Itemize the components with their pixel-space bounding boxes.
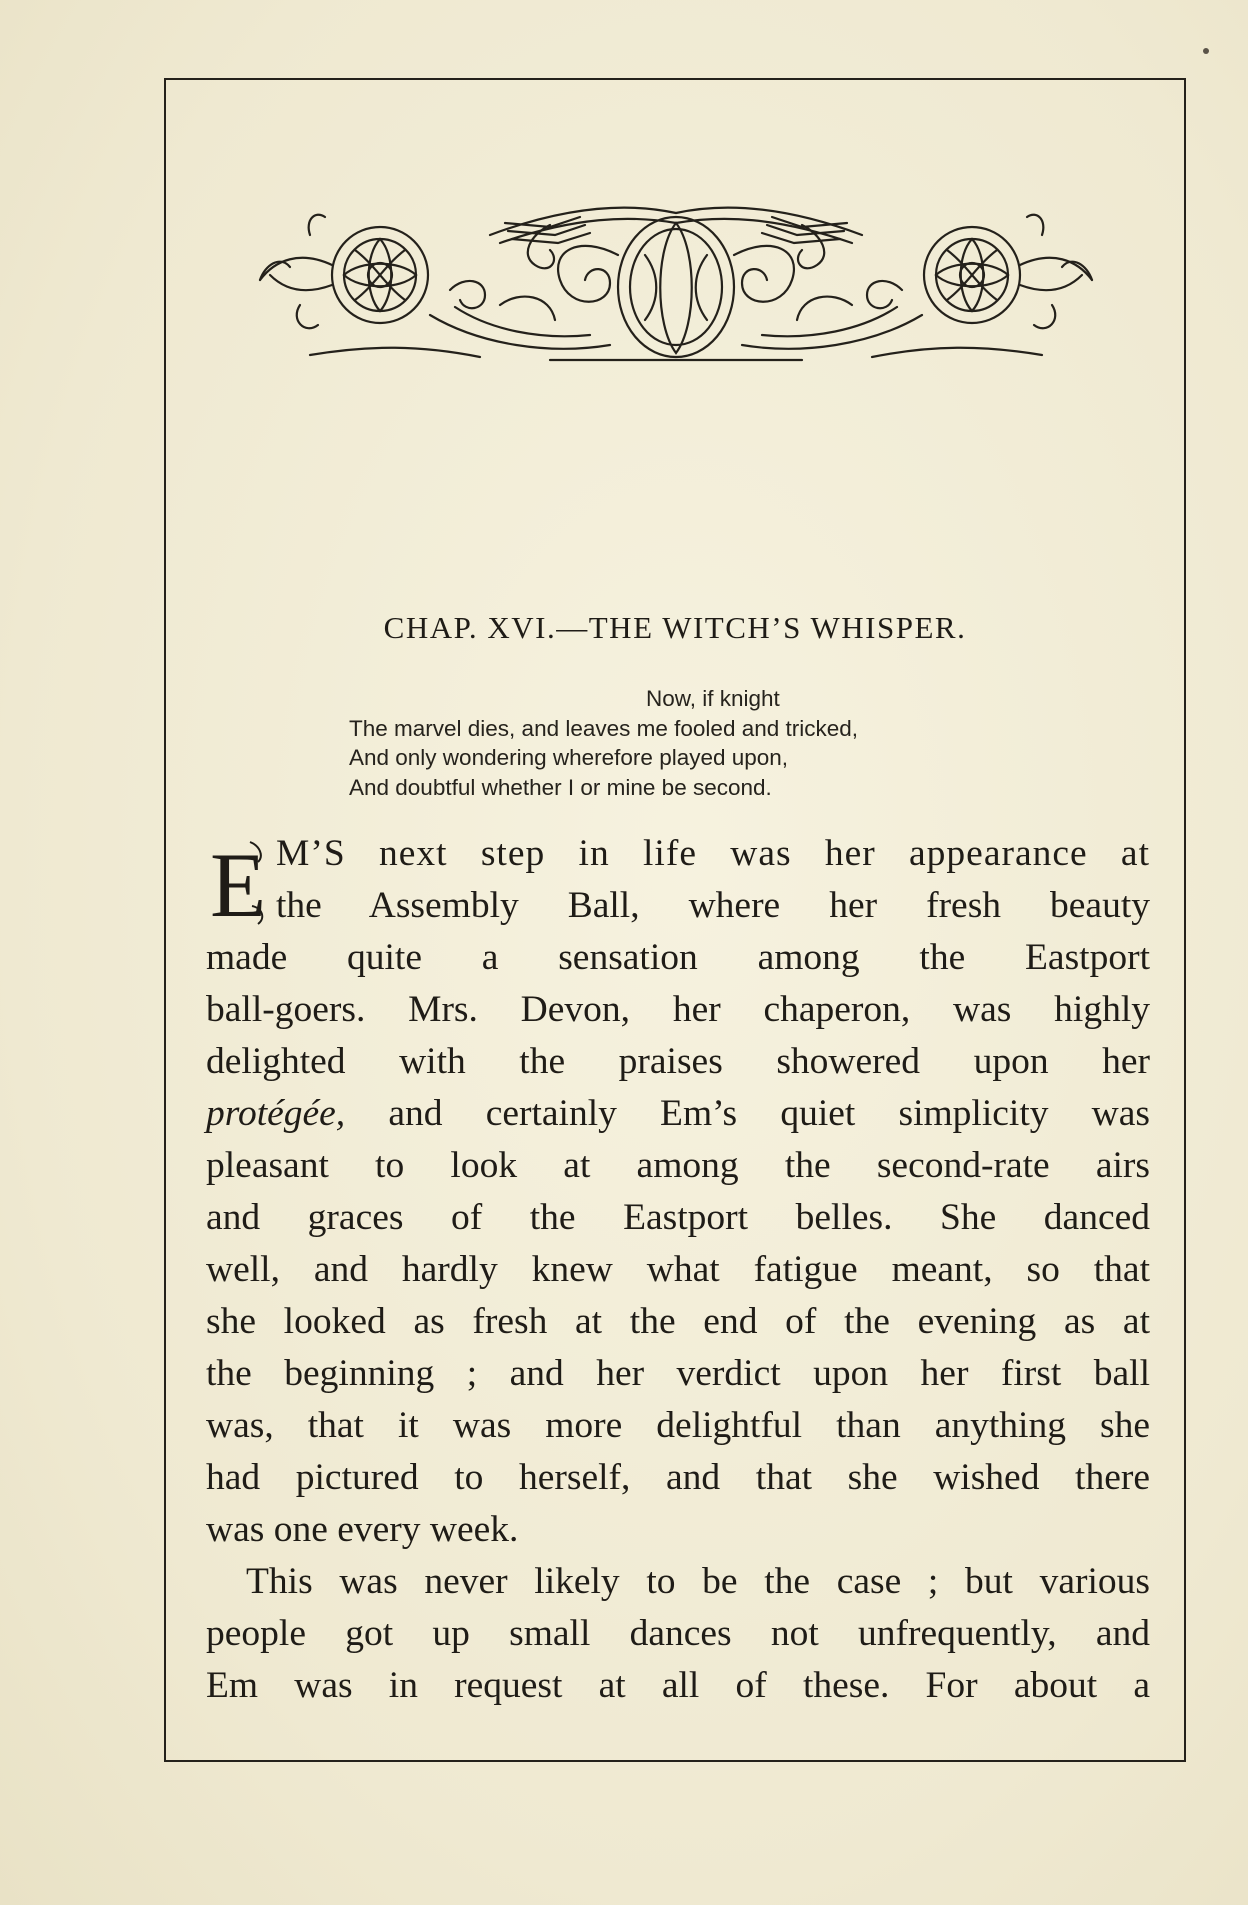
- paragraph-1: [206, 828, 1150, 1556]
- text-line: made quite a sensation among the Eastport: [206, 937, 1150, 978]
- dropcap-letter: E: [210, 836, 267, 928]
- text-line: was, that it was more delightful than anything she: [206, 1405, 1150, 1446]
- text-line: pleasant to look at among the second-rate airs: [206, 1145, 1150, 1186]
- epigraph-line: And doubtful whether I or mine be second.: [349, 774, 772, 800]
- text-line: [206, 1088, 1150, 1140]
- text-line-rest: M’S next step in life was her appearance at: [276, 833, 1150, 874]
- text-line: was one every week.: [206, 1509, 519, 1550]
- ornamental-headpiece: [250, 195, 1102, 370]
- paragraph-2: [206, 1556, 1150, 1712]
- text-line: the beginning ; and her verdict upon her first ball: [206, 1353, 1150, 1394]
- decorative-initial-e: [206, 836, 268, 928]
- epigraph-line: And only wondering wherefore played upon,: [349, 745, 789, 770]
- text-line: delighted with the praises showered upon her: [206, 1041, 1150, 1082]
- ink-speck: [1203, 48, 1209, 54]
- text-line-rest: and certainly Em’s quiet simplicity was: [345, 1093, 1150, 1134]
- text-line: had pictured to herself, and that she wished there: [206, 1457, 1150, 1498]
- body-text: [206, 828, 1150, 1712]
- text-line: she looked as fresh at the end of the evening as at: [206, 1301, 1150, 1342]
- text-line: the Assembly Ball, where her fresh beauty: [276, 885, 1150, 926]
- epigraph-line: The marvel dies, and leaves me fooled and tricked,: [349, 715, 859, 741]
- text-line: Em was in request at all of these. For about a: [206, 1665, 1150, 1706]
- italic-word: protégée,: [206, 1093, 346, 1134]
- text-line: This was never likely to be the case ; but various: [246, 1561, 1150, 1602]
- text-line: well, and hardly knew what fatigue meant, so that: [206, 1249, 1150, 1290]
- text-line: people got up small dances not unfrequently, and: [206, 1613, 1150, 1654]
- chapter-title: CHAP. XVI.—THE WITCH’S WHISPER.: [383, 610, 967, 645]
- epigraph: [349, 684, 1069, 802]
- text-line: and graces of the Eastport belles. She danced: [206, 1197, 1150, 1238]
- text-line: ball-goers. Mrs. Devon, her chaperon, was highly: [206, 989, 1150, 1030]
- epigraph-line: Now, if knight: [646, 686, 780, 711]
